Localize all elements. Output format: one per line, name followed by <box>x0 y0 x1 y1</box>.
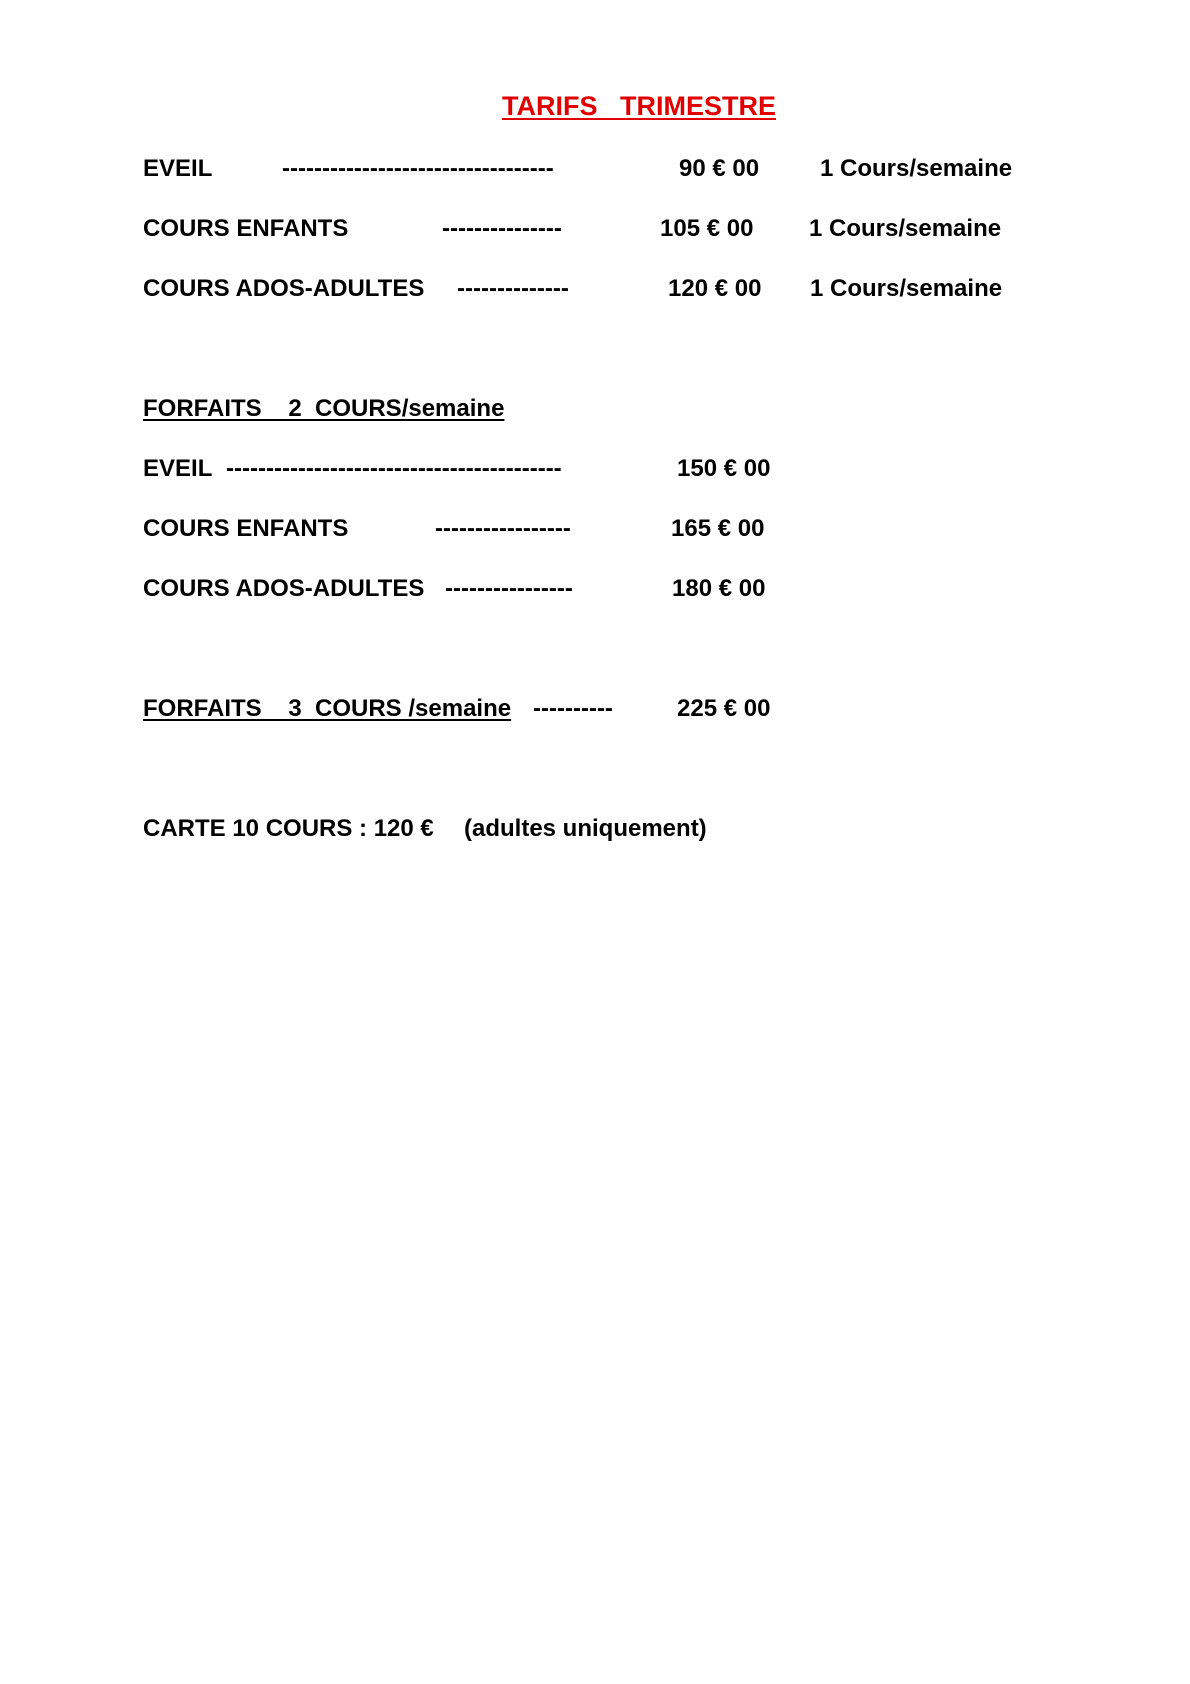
row-price: 90 € 00 <box>679 155 760 182</box>
row-frequency: 1 Cours/semaine <box>810 275 1003 302</box>
row-price: 165 € 00 <box>671 515 765 542</box>
row-price: 105 € 00 <box>660 215 754 242</box>
row-label: EVEIL <box>143 155 213 182</box>
section-heading: FORFAITS 3 COURS /semaine <box>143 695 512 722</box>
row-dashes: ---------- <box>533 695 613 722</box>
row-label: EVEIL <box>143 455 213 482</box>
row-frequency: 1 Cours/semaine <box>809 215 1002 242</box>
row-label: COURS ENFANTS <box>143 215 349 242</box>
card-note: (adultes uniquement) <box>464 815 707 842</box>
row-dashes: ---------------- <box>445 575 573 602</box>
row-label: COURS ENFANTS <box>143 515 349 542</box>
row-label: COURS ADOS-ADULTES <box>143 275 425 302</box>
card-label: CARTE 10 COURS : 120 € <box>143 815 434 842</box>
section-heading: FORFAITS 2 COURS/semaine <box>143 395 505 422</box>
row-dashes: ------------------------------------------ <box>226 455 562 482</box>
row-dashes: --------------- <box>442 215 562 242</box>
page-title: TARIFS TRIMESTRE <box>502 91 776 121</box>
row-dashes: ----------------- <box>435 515 571 542</box>
row-dashes: ---------------------------------- <box>282 155 554 182</box>
row-dashes: -------------- <box>457 275 569 302</box>
row-price: 120 € 00 <box>668 275 762 302</box>
row-frequency: 1 Cours/semaine <box>820 155 1013 182</box>
row-price: 225 € 00 <box>677 695 771 722</box>
row-label: COURS ADOS-ADULTES <box>143 575 425 602</box>
row-price: 180 € 00 <box>672 575 766 602</box>
row-price: 150 € 00 <box>677 455 771 482</box>
